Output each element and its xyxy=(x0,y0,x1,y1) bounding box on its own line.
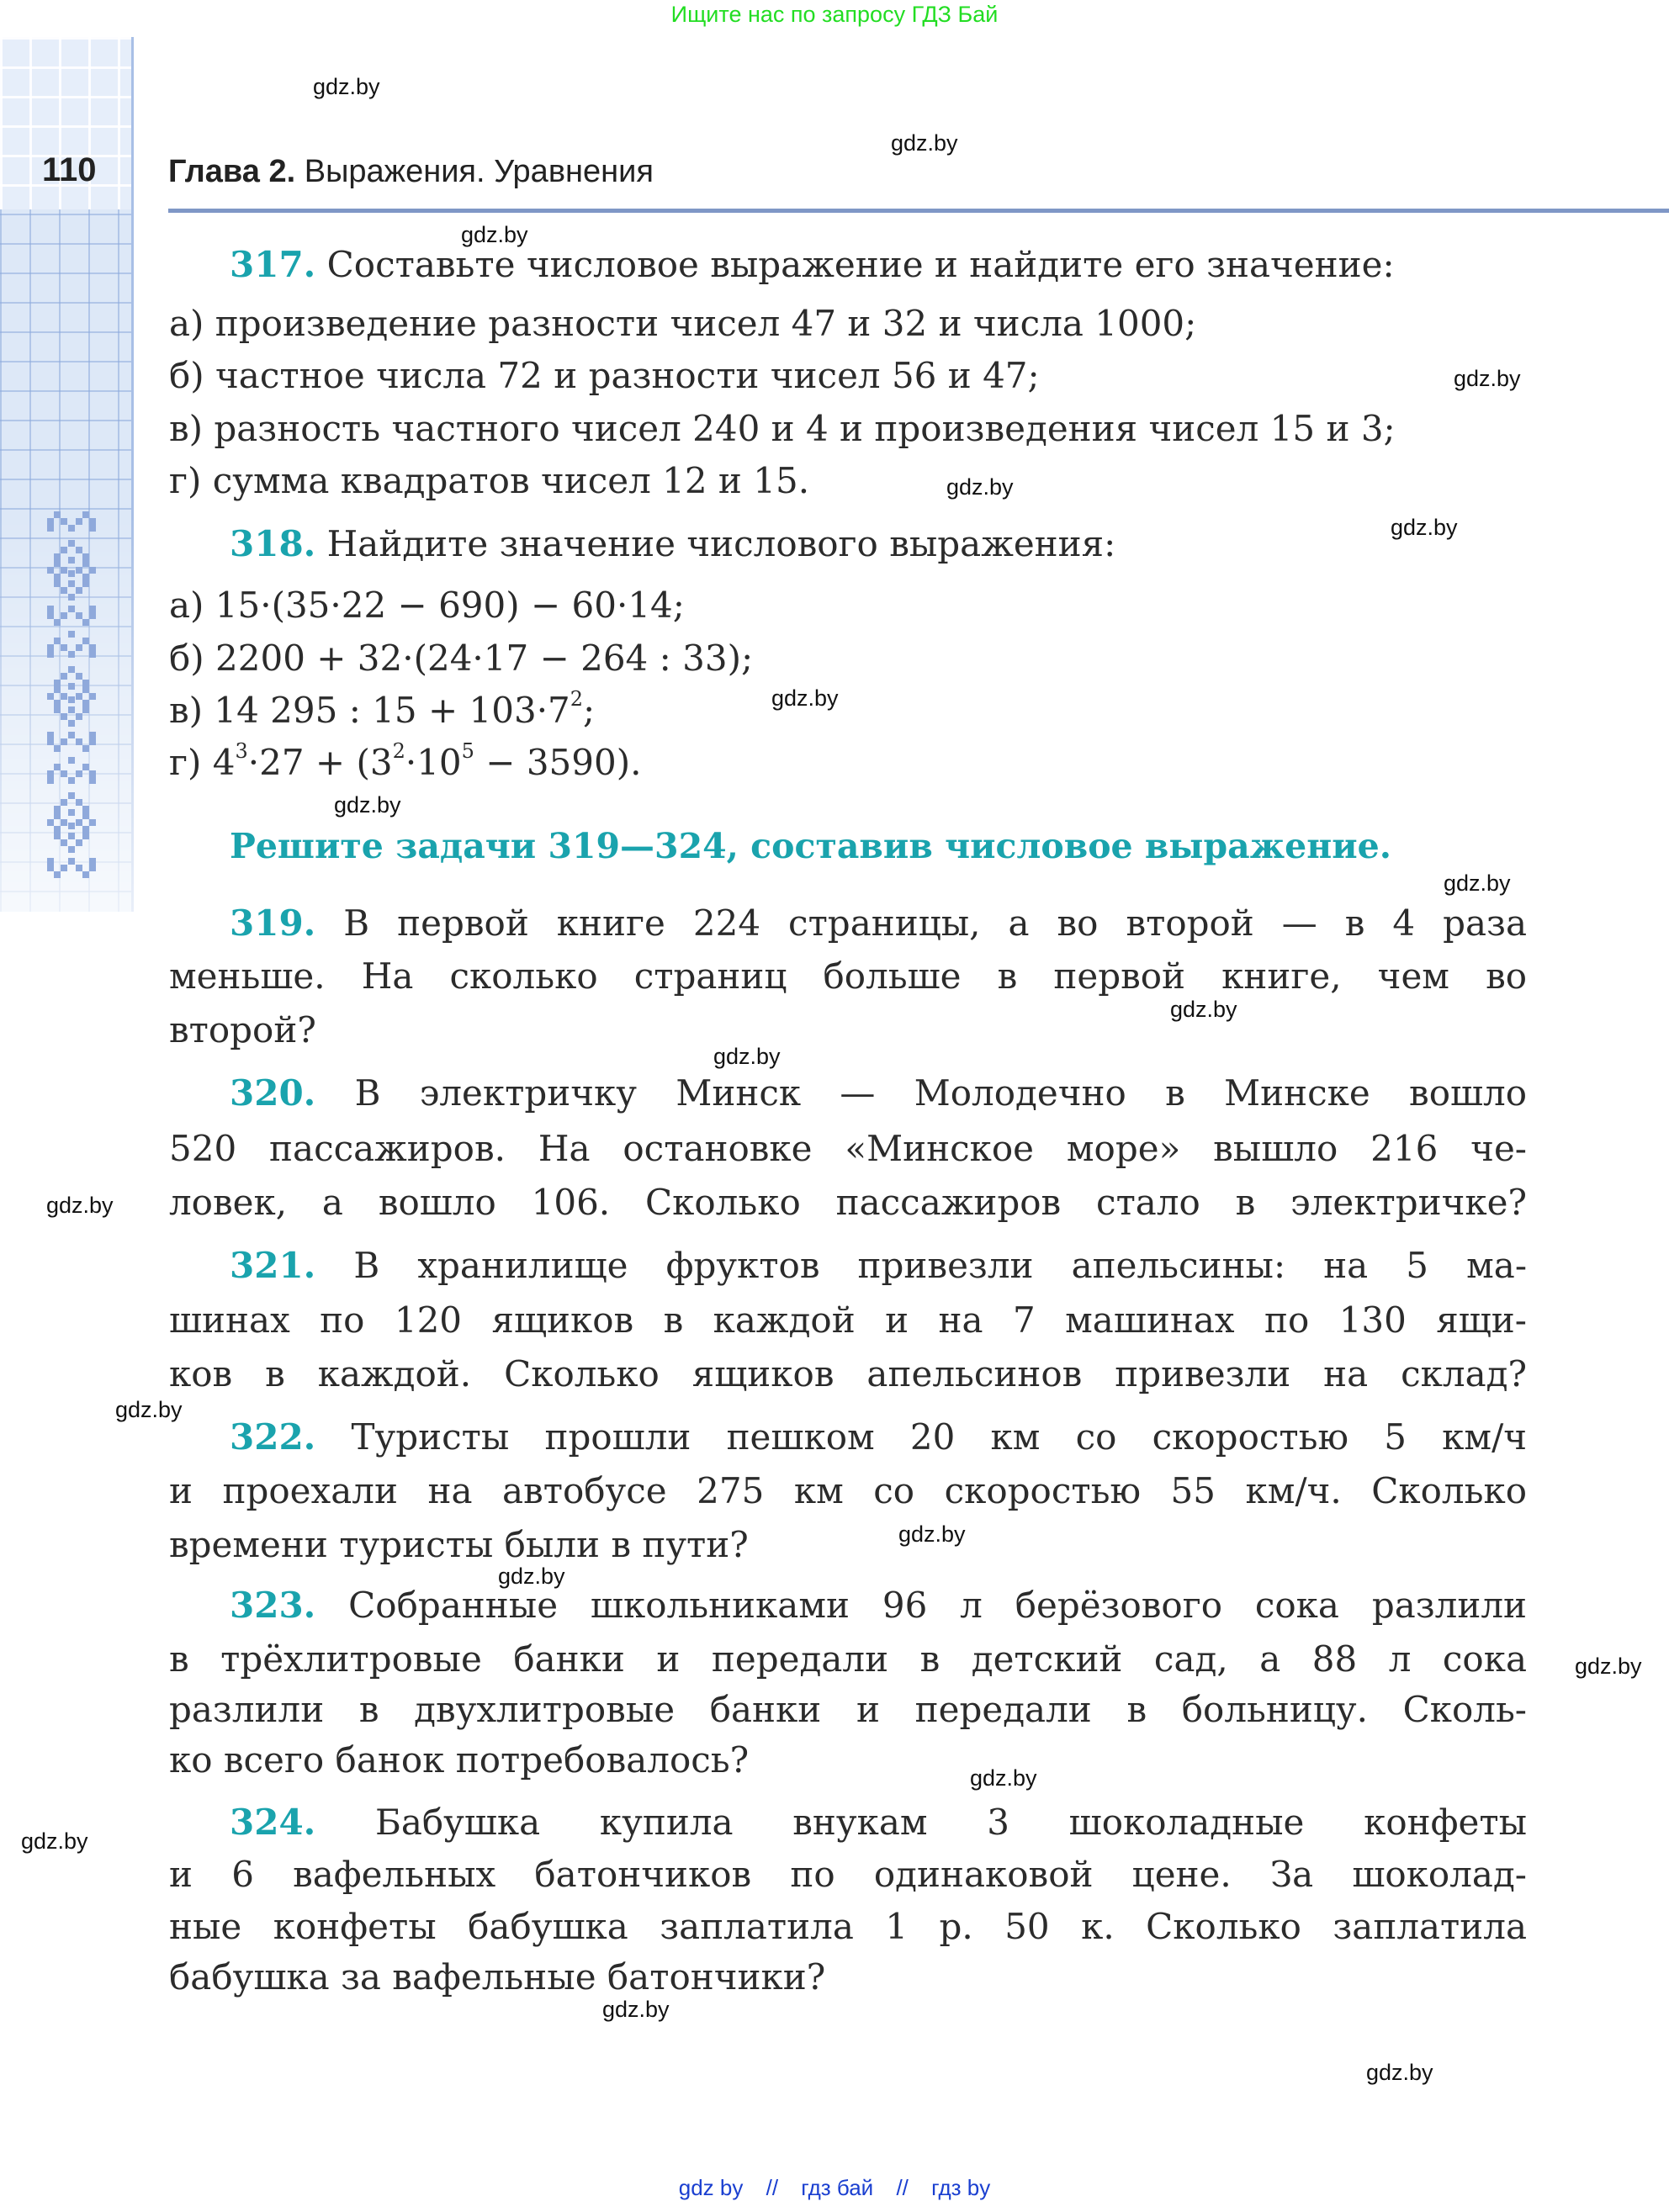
section-heading: Решите задачи 319—324, составив числовое выражение. xyxy=(230,826,1392,866)
problem-322-line-3: времени туристы были в пути? xyxy=(169,1524,749,1565)
problem-text: Составьте числовое выражение и найдите его значение: xyxy=(326,244,1395,285)
problem-text: Найдите значение числового выражения: xyxy=(326,523,1116,564)
watermark: gdz.by xyxy=(970,1765,1037,1791)
exponent: 5 xyxy=(461,739,474,763)
problem-323-line-2: в трёхлитровые банки и передали в детский сад, а 88 л сока xyxy=(169,1638,1527,1680)
problem-number: 320. xyxy=(230,1072,316,1114)
problem-322-line-1 xyxy=(169,1411,1527,1463)
problem-text: В первой книге 224 страницы, а во второй — в 4 раза xyxy=(343,902,1527,944)
problem-text: В электричку Минск — Молодечно в Минске вошло xyxy=(354,1072,1527,1114)
problem-number: 319. xyxy=(230,902,316,944)
expression-part: ·27 + ( xyxy=(247,742,370,783)
chapter-title xyxy=(168,154,654,190)
problem-text: Собранные школьниками 96 л берёзового сока разлили xyxy=(348,1585,1528,1626)
problem-317-item-c: в) разность частного чисел 240 и 4 и произведения чисел 15 и 3; xyxy=(169,408,1396,449)
footer-separator: // xyxy=(896,2175,909,2200)
problem-317-item-b: б) частное числа 72 и разности чисел 56 и 47; xyxy=(169,355,1040,396)
watermark: gdz.by xyxy=(946,474,1014,500)
watermark: gdz.by xyxy=(334,792,401,818)
problem-322-line-2: и проехали на автобусе 275 км со скоростью 55 км/ч. Сколько xyxy=(169,1470,1527,1511)
problem-318-prompt xyxy=(169,518,1527,570)
problem-317-item-d: г) сумма квадратов чисел 12 и 15. xyxy=(169,460,810,501)
page-number: 110 xyxy=(42,151,97,188)
expression-part: ; xyxy=(583,690,596,731)
problem-321-line-2: шинах по 120 ящиков в каждой и на 7 машинах по 130 ящи- xyxy=(169,1299,1527,1341)
watermark: gdz.by xyxy=(46,1193,114,1218)
problem-text: Бабушка купила внукам 3 шоколадные конфеты xyxy=(374,1802,1527,1843)
problem-319-line-2: меньше. На сколько страниц больше в первой книге, чем во xyxy=(169,955,1527,997)
footer-separator: // xyxy=(766,2175,779,2200)
watermark: gdz.by xyxy=(498,1564,565,1589)
problem-number: 324. xyxy=(230,1802,316,1843)
item-label: г) xyxy=(169,742,213,783)
watermark: gdz.by xyxy=(713,1044,781,1069)
watermark: gdz.by xyxy=(891,130,958,156)
chapter-label: Глава 2. xyxy=(168,154,296,189)
problem-number: 321. xyxy=(230,1245,316,1286)
watermark: gdz.by xyxy=(313,74,380,99)
problem-320-line-2: 520 пассажиров. На остановке «Минское море» вышло 216 че- xyxy=(169,1128,1527,1169)
problem-324-line-3: ные конфеты бабушка заплатила 1 р. 50 к. Сколько заплатила xyxy=(169,1906,1527,1947)
problem-323-line-1 xyxy=(169,1580,1527,1632)
expression-part: ·10 xyxy=(405,742,462,783)
problem-319-line-3: второй? xyxy=(169,1009,316,1050)
problem-number: 317. xyxy=(230,244,316,285)
footer-links xyxy=(0,2175,1669,2201)
problem-318-item-d xyxy=(169,737,1527,789)
search-banner: Ищите нас по запросу ГДЗ Бай xyxy=(670,2,999,27)
problem-317-prompt xyxy=(169,239,1527,291)
problem-323-line-4: ко всего банок потребовалось? xyxy=(169,1739,750,1781)
watermark: gdz.by xyxy=(602,1997,670,2022)
problem-323-line-3: разлили в двухлитровые банки и передали в больницу. Сколь- xyxy=(169,1689,1527,1730)
problem-318-item-b: б) 2200 + 32·(24·17 − 264 : 33); xyxy=(169,638,754,679)
watermark: gdz.by xyxy=(1366,2060,1433,2085)
problem-321-line-1 xyxy=(169,1240,1527,1292)
problem-text: В хранилище фруктов привезли апельсины: на 5 ма- xyxy=(353,1245,1528,1286)
problem-number: 318. xyxy=(230,523,316,564)
problem-text: Туристы прошли пешком 20 км со скоростью 5 км/ч xyxy=(351,1416,1527,1458)
header-divider xyxy=(168,209,1669,213)
exponent: 3 xyxy=(235,739,248,763)
footer-link-gdz-by[interactable]: gdz by xyxy=(678,2175,744,2200)
problem-320-line-1 xyxy=(169,1067,1527,1119)
exponent: 2 xyxy=(392,739,405,763)
watermark: gdz.by xyxy=(1444,871,1511,896)
problem-320-line-3: ловек, а вошло 106. Сколько пассажиров стало в электричке? xyxy=(169,1182,1527,1223)
watermark: gdz.by xyxy=(1170,997,1237,1022)
folk-ornament-icon xyxy=(44,505,103,900)
expression-part: 4 xyxy=(212,742,236,783)
watermark: gdz.by xyxy=(1575,1654,1642,1679)
footer-link-gdz-by-cyr[interactable]: гдз by xyxy=(931,2175,991,2200)
problem-324-line-2: и 6 вафельных батончиков по одинаковой цене. За шоколад- xyxy=(169,1854,1527,1895)
problem-324-line-1 xyxy=(169,1797,1527,1849)
watermark: gdz.by xyxy=(1391,515,1458,540)
footer-link-gdz-bai[interactable]: гдз бай xyxy=(801,2175,874,2200)
problem-number: 322. xyxy=(230,1416,316,1458)
problem-321-line-3: ков в каждой. Сколько ящиков апельсинов привезли на склад? xyxy=(169,1353,1527,1394)
expression-part: в) 14 295 : 15 + 103·7 xyxy=(169,690,570,731)
problem-324-line-4: бабушка за вафельные батончики? xyxy=(169,1956,826,1998)
watermark: gdz.by xyxy=(461,222,528,247)
expression-part: − 3590). xyxy=(474,742,642,783)
problem-number: 323. xyxy=(230,1585,316,1626)
exponent: 2 xyxy=(570,687,584,711)
problem-318-item-a: а) 15·(35·22 − 690) − 60·14; xyxy=(169,585,685,626)
watermark: gdz.by xyxy=(1454,366,1521,391)
expression-part: 3 xyxy=(369,742,393,783)
watermark: gdz.by xyxy=(115,1397,183,1422)
problem-318-item-c xyxy=(169,685,1527,737)
chapter-name: Выражения. Уравнения xyxy=(304,154,654,189)
watermark: gdz.by xyxy=(21,1828,88,1854)
problem-319-line-1 xyxy=(169,897,1527,950)
watermark: gdz.by xyxy=(771,685,839,711)
problem-317-item-a: а) произведение разности чисел 47 и 32 и числа 1000; xyxy=(169,303,1197,344)
watermark: gdz.by xyxy=(898,1521,966,1547)
